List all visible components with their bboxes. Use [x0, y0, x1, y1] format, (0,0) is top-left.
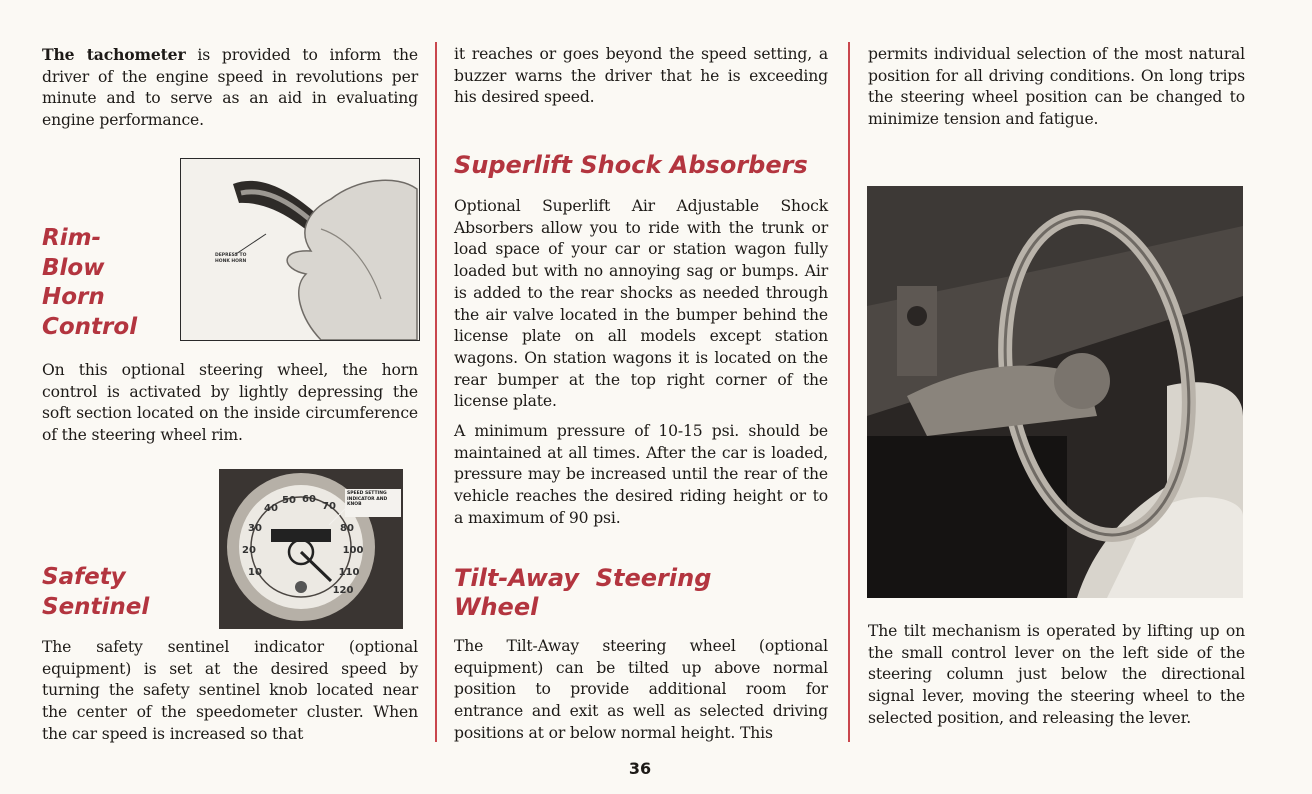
svg-text:30: 30: [248, 523, 262, 534]
tilt-mechanism-caption: The tilt mechanism is operated by lifting up on the small control lever on the left side of the steering column just below the directional signal lever, moving the steering wheel to the selected position, and releasing the lever.: [868, 622, 1245, 727]
page-number: 36: [628, 759, 652, 778]
svg-text:70: 70: [322, 501, 336, 512]
svg-text:50: 50: [282, 495, 296, 506]
svg-text:10: 10: [248, 567, 262, 578]
svg-text:60: 60: [302, 494, 316, 505]
speedometer-photo: [219, 469, 403, 629]
rim-blow-image-label: DEPRESS TO HONK HORN: [215, 253, 247, 264]
rim-blow-horn-heading: Rim- Blow Horn Control: [42, 225, 138, 340]
steering-wheel-interior-drawing: [867, 186, 1243, 598]
superlift-section: [454, 151, 828, 530]
superlift-paragraph-1: Optional Superlift Air Adjustable Shock Absorbers allow you to ride with the trunk or load space of your car or station wagon fully loaded but with no annoying sag or bumps. Air is added to the rear shocks as needed through the air valve located in the bumper behind the license plate on all models except station wagons. On station wagons it is located on the rear bumper at the top right corner of the license plate.: [454, 197, 828, 411]
svg-text:20: 20: [242, 545, 256, 556]
svg-text:80: 80: [340, 523, 354, 534]
rim-blow-body-wrap: [42, 360, 418, 447]
column-divider-right: [848, 42, 850, 742]
column-2: [454, 44, 828, 109]
tachometer-paragraph: [42, 44, 418, 132]
tilt-away-paragraph: The Tilt-Away steering wheel (optional equipment) can be tilted up above normal position to provide additional room for entrance and exit as well as selected driving positions at or below normal height. This: [454, 637, 828, 742]
column-divider-left: [435, 42, 437, 742]
rim-blow-paragraph: On this optional steering wheel, the horn control is activated by lightly depressing the soft section located on the inside circumference of the steering wheel rim.: [42, 361, 418, 445]
speed-setting-continuation: it reaches or goes beyond the speed setting, a buzzer warns the driver that he is exceeding his desired speed.: [454, 45, 828, 107]
speedometer-image-label: SPEED SETTING INDICATOR AND KNOB: [347, 491, 388, 507]
svg-text:100: 100: [342, 545, 364, 556]
tachometer-term: The tachometer: [42, 45, 186, 64]
tilt-steering-photo: [867, 186, 1243, 598]
steering-rim-hand-drawing: [181, 159, 419, 340]
tilt-away-heading: Tilt-Away Steering Wheel: [454, 564, 712, 621]
tachometer-text: is provided to inform the driver of the engine speed in revolutions per minute and to serve as an aid in evaluating engine performance.: [42, 46, 418, 130]
column-1: [42, 44, 418, 132]
svg-text:40: 40: [264, 503, 278, 514]
superlift-paragraph-2: A minimum pressure of 10-15 psi. should be maintained at all times. After the car is loaded, pressure may be increased until the rear of the vehicle reaches the desired riding height or to a maximum of 90 psi.: [454, 422, 828, 527]
safety-sentinel-heading: Safety Sentinel: [42, 564, 150, 620]
svg-text:120: 120: [332, 585, 354, 596]
safety-sentinel-body-wrap: [42, 637, 418, 746]
tilt-section: [454, 564, 828, 745]
safety-sentinel-paragraph: The safety sentinel indicator (optional equipment) is set at the desired speed by turning the safety sentinel knob located near the center of the speedometer cluster. When the car speed is increased so that: [42, 638, 418, 743]
tilt-caption-wrap: [868, 621, 1245, 730]
tilt-continuation: permits individual selection of the most natural position for all driving conditions. On long trips the steering wheel position can be changed to minimize tension and fatigue.: [868, 45, 1245, 129]
rim-blow-illustration: [180, 158, 420, 341]
svg-text:110: 110: [338, 567, 360, 578]
superlift-heading: Superlift Shock Absorbers: [454, 151, 808, 179]
column-3: [868, 44, 1245, 131]
